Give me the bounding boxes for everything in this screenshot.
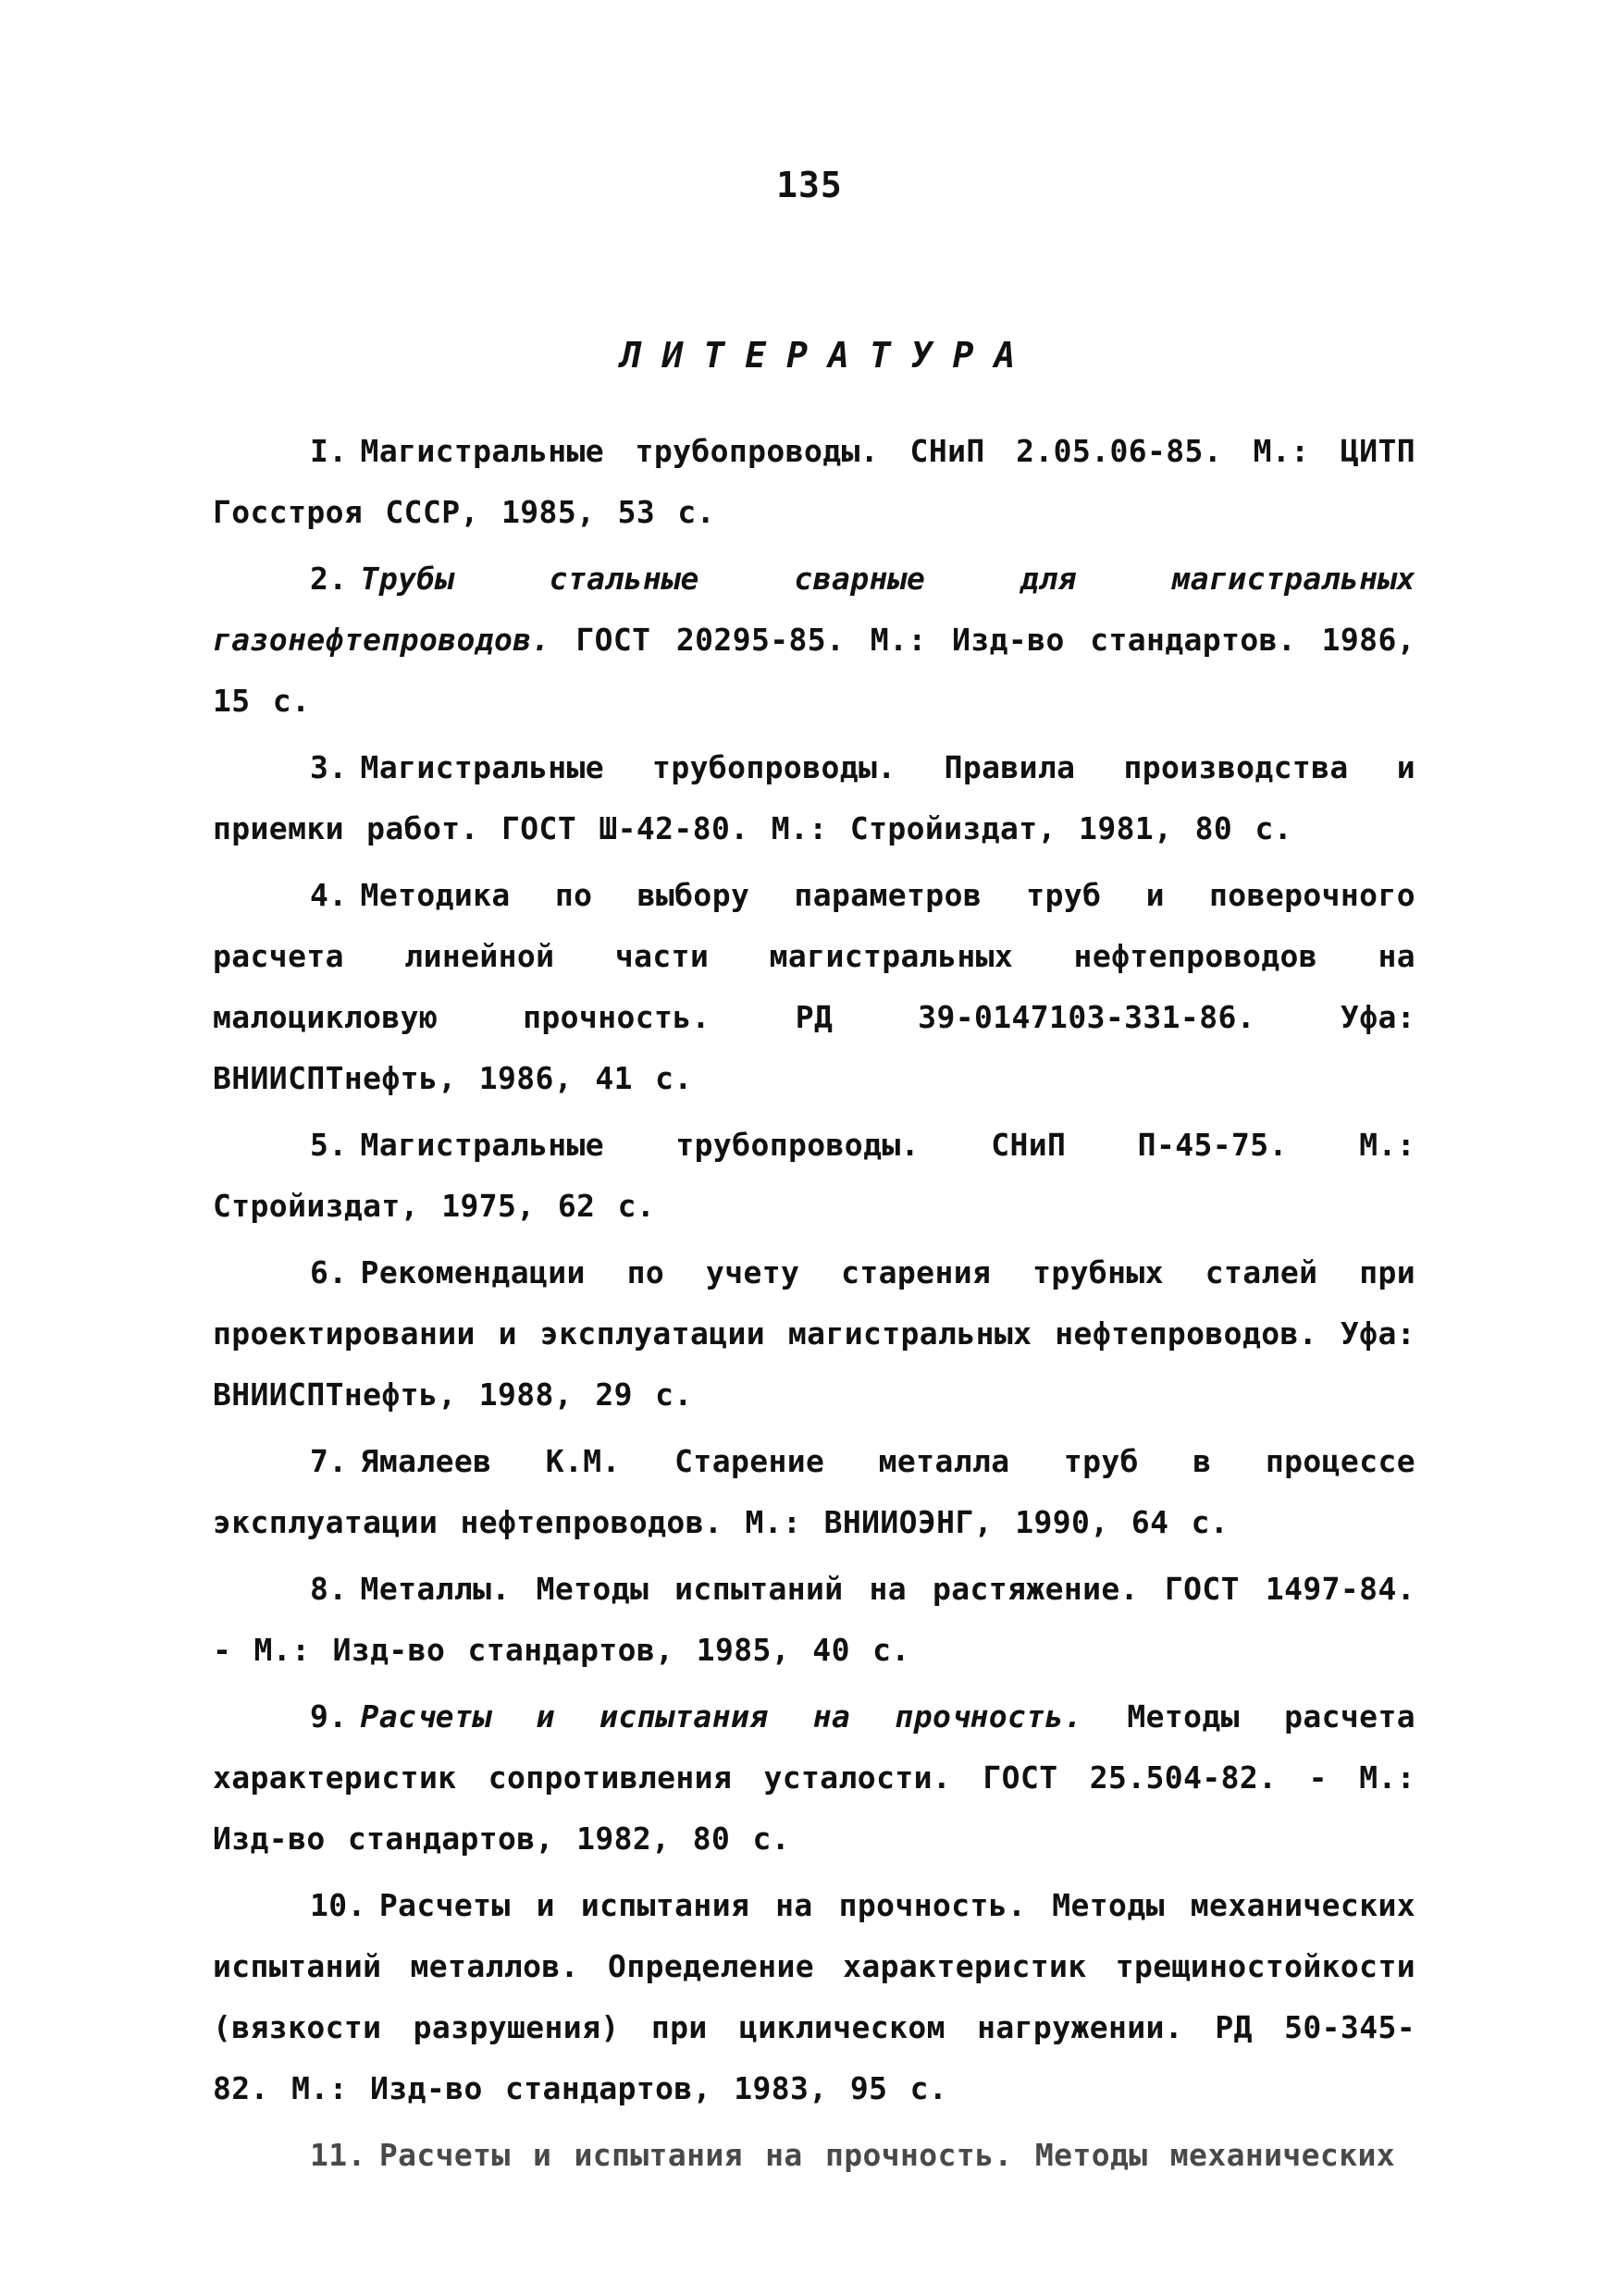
- reference-text: Ямалеев К.М. Старение металла труб в процессе эксплуатации нефтепроводов. М.: ВНИИОЭНГ, 1990, 64 с.: [213, 1443, 1415, 1540]
- reference-item: [213, 1115, 1415, 1237]
- reference-item: [213, 1431, 1415, 1553]
- reference-text: Магистральные трубопроводы. СНиП 2.05.06-85. М.: ЦИТП Госстроя СССР, 1985, 53 с.: [213, 433, 1415, 530]
- reference-number: 6.: [310, 1254, 348, 1290]
- page-title: ЛИТЕРАТУРА: [620, 335, 1036, 376]
- reference-number: 9.: [310, 1698, 348, 1734]
- reference-number: 11.: [310, 2137, 366, 2173]
- reference-number: 2.: [310, 561, 348, 597]
- reference-text: Рекомендации по учету старения трубных сталей при проектировании и эксплуатации магистральных нефтепроводов. Уфа: ВНИИСПТнефть, 1988, 29 с.: [213, 1254, 1415, 1413]
- reference-text: Методика по выбору параметров труб и поверочного расчета линейной части магистральных нефтепроводов на малоцикловую прочность. РД 39-0147103-331-86. Уфа: ВНИИСПТнефть, 1986, 41 с.: [213, 877, 1415, 1096]
- reference-number: 8.: [310, 1571, 348, 1607]
- reference-item: [213, 1686, 1415, 1870]
- reference-text: Расчеты и испытания на прочность. Методы механических испытаний металлов. Определение характеристик трещиностойкости (вязкости разрушения) при циклическом нагружении. РД 50-345-82. М.: Изд-во стандартов, 1983, 95 с.: [213, 1887, 1415, 2106]
- reference-title: Расчеты и испытания на прочность.: [360, 1698, 1083, 1734]
- reference-number: 3.: [310, 749, 348, 785]
- reference-number: 5.: [310, 1127, 348, 1163]
- reference-number: 7.: [310, 1443, 348, 1479]
- reference-text: Магистральные трубопроводы. СНиП П-45-75. М.: Стройиздат, 1975, 62 с.: [213, 1127, 1415, 1224]
- reference-number: 4.: [310, 877, 348, 913]
- reference-number: I.: [310, 433, 348, 469]
- reference-item: [213, 1559, 1415, 1681]
- reference-text: ГОСТ 20295-85. М.: Изд-во стандартов. 1986, 15 с.: [213, 622, 1415, 719]
- reference-item: [213, 2125, 1415, 2186]
- reference-text: Металлы. Методы испытаний на растяжение. ГОСТ 1497-84. - М.: Изд-во стандартов, 1985, 40 с.: [213, 1571, 1415, 1668]
- reference-title: Трубы стальные сварные для магистральных газонефтепроводов.: [213, 561, 1415, 658]
- reference-item: [213, 549, 1415, 732]
- reference-item: [213, 421, 1415, 543]
- reference-text: Расчеты и испытания на прочность. Методы механических: [378, 2137, 1395, 2173]
- reference-number: 10.: [310, 1887, 366, 1923]
- reference-item: [213, 1242, 1415, 1426]
- page-number: 135: [776, 165, 843, 205]
- reference-list: [213, 421, 1415, 2191]
- reference-item: [213, 737, 1415, 859]
- reference-text: Методы расчета характеристик сопротивления усталости. ГОСТ 25.504-82. - М.: Изд-во стандартов, 1982, 80 с.: [213, 1698, 1415, 1857]
- reference-item: [213, 1875, 1415, 2119]
- reference-text: Магистральные трубопроводы. Правила производства и приемки работ. ГОСТ Ш-42-80. М.: Стройиздат, 1981, 80 с.: [213, 749, 1415, 846]
- reference-item: [213, 865, 1415, 1109]
